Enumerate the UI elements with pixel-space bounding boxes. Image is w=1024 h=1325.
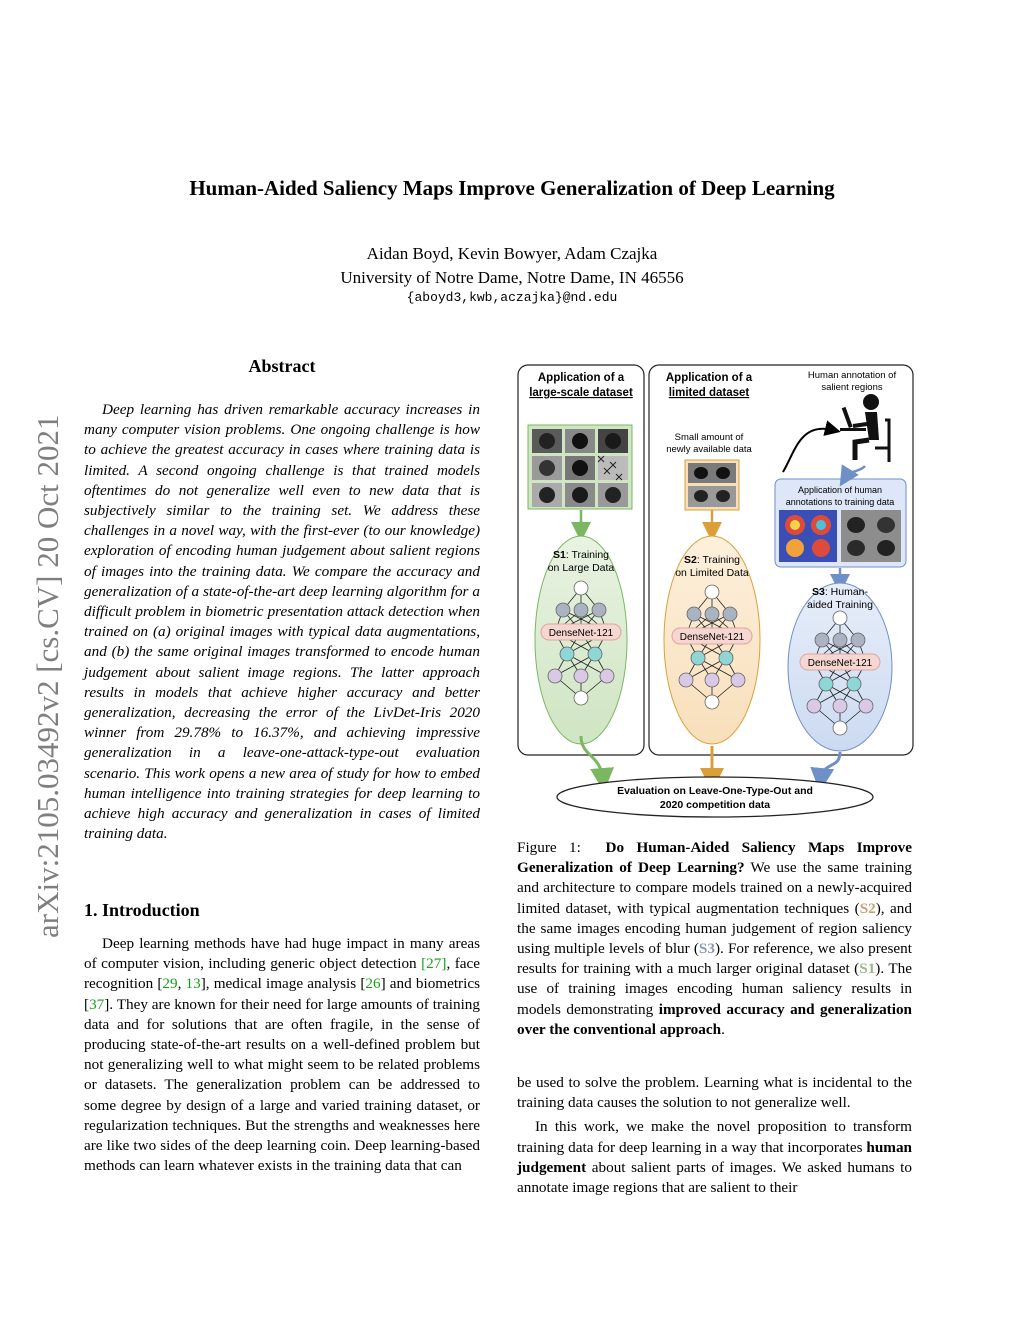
figure-diagram [515,362,915,824]
network-node [705,673,719,687]
network-node [592,603,606,617]
small-data-2: newly available data [666,444,752,455]
network-node [560,647,574,661]
caption-ref-s1[interactable]: S1 [859,960,876,978]
intro-text-5: ] and biometrics [ [84,975,480,1013]
email-text: {aboyd3,kwb,aczajka}@nd.edu [406,290,618,305]
network-node [705,607,719,621]
network-node [574,669,588,683]
network-node [723,607,737,621]
arrow-to-annotator [783,429,833,472]
evaluation-ellipse [557,777,873,817]
caption-text-1: We use the same training and architecture to compare models trained on a newly-acquired limited dataset, with typical augmentation techniques ( [517,859,912,917]
figure-1 [515,362,915,824]
box1-title-1: Application of a [537,372,625,384]
right-paragraph-1: be used to solve the problem. Learning what is incidental to the training data causes the solution to not generalize well. [517,1074,912,1112]
arrow-blue-2 [821,752,840,780]
network-node [833,721,847,735]
abstract-text: Deep learning has driven remarkable accuracy increases in many computer vision problems. One ongoing challenge is how to achieve the greatest accuracy in cases where training data is limited. A second ongoing challenge is that trained models oftentimes do not generalize well even to new data that is subjectively similar to the training set. We address these challenges in a novel way, with the first-ever (to our knowledge) exploration of encoding human judgement about salient regions of images into the training data. We compare the accuracy and generalization of a state-of-the-art deep learning algorithm for a difficult problem in biometric presentation attack detection when trained on (a) original images with typical data augmentations, and (b) the same original images transformed to encode human judgement about salient image regions. The latter approach results in models that achieve higher accuracy and better generalization, decreasing the error of the LivDet-Iris 2020 winner from 29.78% to 16.37%, and achieving impressive generalization in a leave-one-attack-type-out evaluation scenario. This work opens a new area of study for how to embed human intelligence into training strategies for deep learning to achieve high accuracy and generalization in cases of limited training data. [84,401,480,843]
affiliation: University of Notre Dame, Notre Dame, IN 46556 [340,268,684,287]
densenet-label: DenseNet-121 [679,632,745,643]
network-node [679,673,693,687]
right-column-text [517,1073,912,1198]
abstract-heading: Abstract [248,356,316,376]
arrow-to-annotation-box [845,466,865,478]
network-node [807,699,821,713]
arxiv-id: arXiv:2105.03492v2 [cs.CV] 20 Oct 2021 [30,414,65,938]
caption-text-5: . [721,1020,725,1038]
human-annotation-2: salient regions [821,382,883,393]
box2-title-1: Application of a [665,372,753,384]
citation-link[interactable]: 26 [365,975,381,993]
network-node [833,699,847,713]
right-paragraph-2 [517,1117,912,1198]
box2-title-2: limited dataset [668,387,750,399]
network-node [731,673,745,687]
citation-link[interactable]: 13 [185,975,201,993]
s2-title-1: S2: Training [683,554,741,566]
figure-caption [517,838,912,1040]
network-node [819,677,833,691]
network-node [588,647,602,661]
caption-title: Do Human-Aided Saliency Maps Improve Generalization of Deep Learning? [517,839,913,877]
intro-text-6: ]. They are known for their need for large amounts of training data and for solutions that are often fragile, in the sense of producing state-of-the-art results on a well-defined problem but not generalizing well to what might seem to be related problems or datasets. The generalization problem can be addressed to some degree by design of a large and varied training dataset, or regularization techniques. But the strengths and weaknesses here are like two sides of the deep learning coin. Deep learning-based methods can learn whatever exists in the training data that can [84,995,480,1175]
right-text-c: about salient parts of images. We asked humans to annotate image regions that are salient to their [517,1158,912,1197]
large-dataset-images [528,425,632,509]
small-data-1: Small amount of [674,432,744,443]
intro-text-2: , face recognition [ [84,955,480,993]
network-node [833,633,847,647]
network-node [833,611,847,625]
network-node [556,603,570,617]
author-block [0,242,1024,290]
network-node [548,669,562,683]
intro-heading: 1. Introduction [84,900,200,920]
network-node [574,603,588,617]
apply-annotation-2: annotations to training data [785,497,895,507]
network-node [705,695,719,709]
network-node [815,633,829,647]
citation-link[interactable]: [27] [421,955,447,973]
right-text-a: In this work, we make the novel proposition to transform training data for deep learning in a way that incorporates [517,1118,912,1156]
caption-label: Figure 1: [517,839,581,856]
network-node [600,669,614,683]
authors: Aidan Boyd, Kevin Bowyer, Adam Czajka [366,244,658,263]
network-node [859,699,873,713]
apply-annotation-1: Application of human [797,485,883,495]
citation-link[interactable]: 37 [89,995,105,1013]
caption-ref-s3[interactable]: S3 [698,940,715,958]
evaluation-2: 2020 competition data [659,799,771,811]
s1-title-2: on Large Data [547,562,615,574]
network-node [705,585,719,599]
box1-title-2: large-scale dataset [529,387,633,399]
caption-text-2: ), and the same images encoding human judgement of region saliency using multiple levels of blur ( [517,899,912,958]
network-node [691,651,705,665]
network-node [574,691,588,705]
citation-link[interactable]: 29 [162,975,178,993]
s3-title-2: aided Training [807,599,873,611]
network-node [719,651,733,665]
caption-ref-s2[interactable]: S2 [859,899,876,917]
network-node [574,581,588,595]
caption-text-4: ). The use of training images encoding human saliency results in models demonstrating [517,960,912,1018]
caption-text-3: ). For reference, we also present results for training with a much larger original dataset ( [517,940,912,978]
densenet-label: DenseNet-121 [807,658,873,669]
intro-text-1: Deep learning methods have had huge impact in many areas of computer vision, including generic object detection [84,935,480,973]
right-text-bold: human judgement [517,1138,912,1176]
network-node [847,677,861,691]
s3-title-1: S3: Human- [811,586,869,598]
network-node [687,607,701,621]
arxiv-stamp [30,358,65,938]
intro-text-3: , [177,975,186,993]
human-annotator-icon [840,394,889,462]
intro-text-4: ], medical image analysis [ [200,975,366,993]
network-node [851,633,865,647]
s2-title-2: on Limited Data [675,567,749,579]
s1-title-1: S1: Training [552,549,610,561]
paper-title: Human-Aided Saliency Maps Improve Generalization of Deep Learning [189,176,835,200]
human-annotation-1: Human annotation of [807,370,897,381]
intro-paragraph [84,934,480,1176]
evaluation-1: Evaluation on Leave-One-Type-Out and [617,785,813,797]
caption-bold-end: improved accuracy and generalization over the conventional approach [517,1000,912,1038]
densenet-label: DenseNet-121 [548,628,614,639]
email [0,290,1024,306]
limited-dataset-images [685,460,739,510]
